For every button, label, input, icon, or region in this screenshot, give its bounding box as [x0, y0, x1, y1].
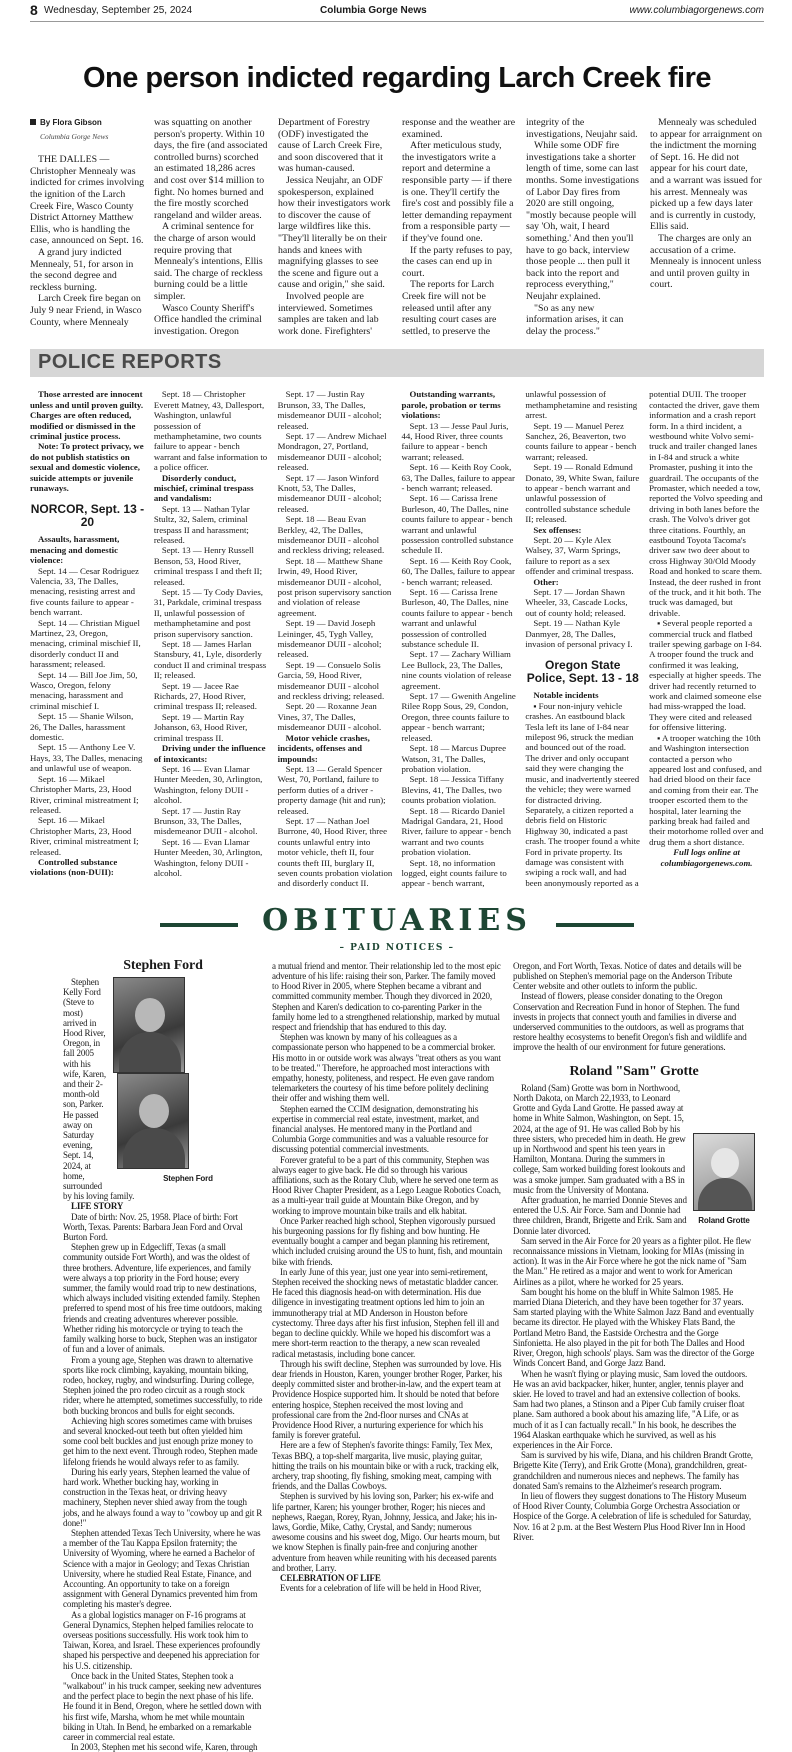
- paragraph: Sept. 17 — Gwenith Angeline Rilee Ropp Sous, 29, Condon, Oregon, three counts failure to appear - bench warrant; released.: [401, 691, 516, 743]
- photo-caption: Roland Grotte: [698, 1215, 750, 1225]
- paragraph: Wasco County Sheriff's Office handled the criminal investigation. Oregon Department of Forestry (ODF) investigated the cause of Larch Creek Fire, and soon discovered that it was human-caused.: [154, 117, 384, 337]
- paragraph: Involved people are interviewed. Sometimes samples are taken and lab work done. Firefighters' response and the weather are examined.: [278, 117, 516, 337]
- paragraph: Oregon, and Fort Worth, Texas. Notice of dates and details will be published on Stephen's memorial page on the Anderson Tribute Center website and other outlets to inform the public.: [513, 960, 742, 992]
- paragraph: Forever grateful to be a part of this community, Stephen was always eager to give back. He did so through his various affiliations, such as the Rotary Club, where he served one term as Hood River Chapter President, as a Lego League Robotics Coach, as a multi-year trail guide at Mountain Bike Oregon, and by working to improve mountain bike trails and elk habitat.: [272, 1154, 501, 1216]
- paragraph: Stephen is survived by his loving son, Parker; his ex-wife and life partner, Karen; his younger brother, Roger; his nieces and nephews, Raegan, Rorey, Ryan, Johnny, Jessica, and Jake; his in-laws, Gordie, Mike, Cathy, Crystal, and Sandy; numerous awesome cousins and his sweet dog, Migo. Our hearts mourn, but we know Stephen is finally pain-free and conjuring another adventure from heaven while reuniting with his deceased parents and brother, Larry.: [272, 1491, 500, 1573]
- ford-text-3: [513, 961, 755, 1053]
- byline-author: By Flora Gibson: [40, 118, 102, 127]
- subheading: Disorderly conduct, mischief, criminal trespass and vandalism:: [153, 472, 254, 504]
- page-header: [30, 4, 764, 22]
- paragraph: Sept. 18 — Marcus Dupree Watson, 31, The Dalles, probation violation.: [401, 743, 506, 774]
- byline-square-icon: [30, 119, 36, 125]
- paragraph: The reports for Larch Creek fire will not be released until after any resulting court cases are settled, to preserve the integrity of the investigations, Neujahr said.: [402, 117, 638, 337]
- subheading: Controlled substance violations (non-DUII):: [30, 856, 118, 878]
- paragraph: a mutual friend and mentor. Their relationship led to the most epic adventure of his life: raising their son, Parker. The family moved to Hood River in 2005, where Stephen became a vibrant and committed community member. Though they divorced in 2020, Stephen and Karen's dedication to co-parenting Parker in the family home led to a strengthened relationship, marked by mutual respect and friendship that has endured to this day.: [272, 960, 501, 1032]
- section-heading: NORCOR, Sept. 13 - 20: [30, 502, 145, 530]
- photo-caption: Stephen Ford: [163, 1173, 213, 1183]
- paragraph: Sam served in the Air Force for 20 years as a fighter pilot. He flew reconnaissance missions in Vietnam, looking for MIAs (missing in action). It was in the Air Force where he got the nick name of "Sam the Man." He retired as a major and went to work for American Airlines as a pilot, where he worked for 25 years.: [513, 1235, 751, 1287]
- article-paragraphs: [30, 117, 764, 337]
- paragraph: Sept. 18 — Beau Evan Berkley, 42, The Dalles, misdemeanor DUII - alcohol and reckless driving; released.: [277, 514, 385, 556]
- paragraph: Larch Creek fire began on July 9 near Friend, in Wasco County, where Mennealy was squatting on another person's property. Within 10 days, the fire (and associated controlled burns) scorched an estimated 18,286 acres and cost over $14 million to fight. No homes burned and the fire mostly scorched rangeland and wilder areas.: [30, 117, 268, 328]
- paragraph: After meticulous study, the investigators write a report and determine a responsible party — if there is one. They'll certify the fire's cost and possibly file a letter demanding repayment from a responsible party — if they've found one.: [402, 140, 514, 244]
- obituaries-body: [30, 957, 764, 1752]
- roland-grotte-photo: [693, 1133, 755, 1211]
- paragraph: "So as any new information arises, it can delay the process.": [526, 302, 624, 337]
- stephen-ford-photos: [113, 977, 263, 1184]
- obituaries-subtitle: – PAID NOTICES –: [339, 942, 455, 953]
- stephen-ford-photo-2: [117, 1073, 189, 1169]
- paragraph: Stephen attended Texas Tech University, where he was a member of the Tau Kappa Epsilon fraternity; the University of Wyoming, where he earned a Bachelor of Science with a major in Geology; and Texas Christian University, where he studied Real Estate, Finance, and Accounting. An opportunity to take on a foreign assignment with General Dynamics prevented him from completing his master's degree.: [63, 1527, 261, 1610]
- paragraph: Sept. 13 — Gerald Spencer West, 70, Portland, failure to perform duties of a driver - property damage (hit and run); released.: [277, 763, 386, 816]
- subheading: Note: To protect privacy, we do not publish statistics on sexual and domestic violence, suicide attempts or juvenile runaways.: [30, 441, 144, 493]
- police-reports-body: [30, 389, 764, 889]
- paragraph: Sept. 15 — Ty Cody Davies, 31, Parkdale, criminal trespass II, unlawful possession of methamphetamine and post prison supervisory sanction.: [153, 587, 263, 639]
- paragraph: THE DALLES — Christopher Mennealy was indicted for crimes involving the ignition of the Larch Creek Fire, Wasco County District Attorney Matthew Ellis, who is handling the case, announced on Sept. 16.: [30, 154, 144, 247]
- paragraph: While some ODF fire investigations take a shorter length of time, some can last months. Some investigations of Labor Day fires from 2020 are still ongoing, "mostly because people will say 'Oh, wait, I heard something.' And then you'll have to go back, interview those people ... then pull it back into the report and reprocess everything," Neujahr explained.: [526, 140, 639, 302]
- subheading: Motor vehicle crashes, incidents, offenses and impounds:: [277, 732, 370, 764]
- paragraph: Once Parker reached high school, Stephen vigorously pursued his burgeoning passions for fly fishing and bow hunting. He eventually bought a camper and began planning his retirement, which included cruising around the US to hunt, fish, and mountain bike with friends.: [272, 1215, 503, 1267]
- paragraph: Sept. 16 — Mikael Christopher Marts, 23, Hood River, criminal mistreatment I; released.: [30, 773, 139, 815]
- section-heading: Oregon State Police, Sept. 13 - 18: [526, 658, 639, 686]
- paragraph: In lieu of flowers they suggest donations to The History Museum of Hood River County, Columbia Gorge Orchestra Association or Hospice of the Gorge. A celebration of life is scheduled for Saturday, Nov. 16 at 2 p.m. at the Best Western Plus Hood River Inn in Hood River.: [513, 1490, 751, 1542]
- obituary-name-roland-grotte: Roland "Sam" Grotte: [569, 1063, 699, 1079]
- paragraph: Sept. 17 — Jordan Shawn Wheeler, 33, Cascade Locks, out of county hold; released.: [525, 587, 628, 618]
- paragraph: During his early years, Stephen learned the value of hard work. Whether bucking hay, working in construction in the Texas heat, or driving heavy machinery, Stephen never shied away from the tough jobs, and he always found a way to "cowboy up and git R done!": [63, 1466, 263, 1528]
- paragraph: ▪ A trooper watching the 10th and Washington intersection contacted a person who appeared lost and confused, and had dried blood on their face and coming from their ear. The trooper escorted them to the hospital, later learning the parking break had failed and their motorhome rolled over and drug them a short distance.: [649, 732, 764, 847]
- paragraph: Sept. 19 — David Joseph Leininger, 45, Tygh Valley, misdemeanor DUII - alcohol; released.: [277, 618, 382, 660]
- paragraph: Mennealy was scheduled to appear for arraignment on the indictment the morning of Sept. 16. He did not appear for his court date, and a warrant was issued for his arrest. Mennealy was picked up a few days later and is currently in custody, Ellis said.: [650, 117, 763, 233]
- paragraph: Sept. 17 — Andrew Michael Mondragon, 27, Portland, misdemeanor DUII - alcohol; released.: [277, 430, 387, 473]
- paragraph: Sept. 17 — Jason Winford Knott, 53, The Dalles, misdemeanor DUII - alcohol; released.: [277, 472, 382, 514]
- paragraph: In early June of this year, just one year into semi-retirement, Stephen received the shocking news of metastatic bladder cancer. He faced this diagnosis head-on with determination. His due diligence in investigating treatment options led him to join an immunotherapy trial at MD Anderson in Houston before cystectomy. Three days after his first infusion, Stephen fell ill and began to decline quickly. While we hoped his discomfort was a mere short-term reaction to the therapy, a new scan revealed radical metastasis, including bone cancer.: [272, 1266, 499, 1359]
- paragraph: Stephen Kelly Ford (Steve to most) arrived in Hood River, Oregon, in fall 2005 with his wife, Karen, and their 2-month-old son, Parker. He passed away on Saturday evening, Sept. 14, 2024, at home, surrounded by his loving family.: [63, 976, 135, 1202]
- paragraph: Here are a few of Stephen's favorite things: Family, Tex Mex, Texas BBQ, a top-shelf margarita, live music, playing guitar, hitting the trails on his mountain bike or with a ruck, tracking elk, archery, trap shooting, fly fishing, smoking meat, camping with friends, and the Dallas Cowboys.: [272, 1440, 499, 1492]
- paragraph: Sept. 13 — Nathan Tylar Stultz, 32, Salem, criminal trespass II and harassment; released.: [153, 503, 250, 545]
- paragraph: Sept. 19 — Ronald Edmund Donato, 39, White Swan, failure to appear - bench warrant and unlawful possession of controlled substance schedule II; released.: [525, 462, 640, 525]
- paragraph: Sept. 16 — Carissa Irene Burleson, 40, The Dalles, nine counts failure to appear - bench warrant and unlawful possession controlled substance schedule II.: [401, 493, 514, 556]
- rule-right: [556, 923, 634, 927]
- paragraph: Sept. 15 — Shanie Wilson, 26, The Dalles, harassment domestic.: [30, 711, 134, 743]
- paragraph: Sept. 16 — Evan Llamar Hunter Meeden, 30, Arlington, Washington, felony DUII - alcohol.: [153, 836, 263, 878]
- subheading: Sex offenses:: [533, 524, 582, 535]
- paragraph: Sept. 18 — James Harlan Stansbury, 41, Lyle, disorderly conduct II and criminal trespass II; released.: [153, 639, 267, 681]
- paragraph: Sept. 14 — Bill Joe Jim, 50, Wasco, Oregon, felony menacing, harassment and criminal mischief I.: [30, 669, 138, 711]
- paragraph: The charges are only an accusation of a crime. Mennealy is innocent unless and until proven guilty in court.: [650, 232, 762, 291]
- obituary-name-stephen-ford: Stephen Ford: [123, 957, 203, 973]
- byline-organization: Columbia Gorge News: [40, 131, 109, 141]
- police-reports-title: POLICE REPORTS: [38, 351, 222, 374]
- stephen-ford-photo-1: [113, 977, 185, 1073]
- paragraph: Roland (Sam) Grotte was born in Northwood, North Dakota, on March 22,1933, to Leonard Grotte and Gyda Land Grotte. He passed away at home in White Salmon, Washington, on Sept. 15, 2024, at the age of 91. He was called Bob by his three sisters, who preceded him in death. He grew up in Northwood and spent his teen years in Hamilton, Montana. During the summers in college, Sam worked building forest lookouts and was a smoke jumper. Sam graduated with a BS in music from the University of Montana.: [513, 1082, 686, 1195]
- issue-date: Wednesday, September 25, 2024: [44, 5, 193, 16]
- subheading: Assaults, harassment, menacing and domestic violence:: [30, 534, 120, 566]
- paragraph: Sept. 13 — Henry Russell Benson, 53, Hood River, criminal trespass I and theft II; released.: [153, 545, 263, 587]
- paragraph: As a global logistics manager on F-16 programs at General Dynamics, Stephen helped families relocate to overseas positions successfully. His work took him to Taiwan, Korea, and Israel. These experiences profoundly shaped his perspective and deepened his appreciation for his U.S. citizenship.: [63, 1609, 261, 1671]
- paragraph: Sept. 18, no information logged, eight counts failure to appear - bench warrant, unlawful possession of methamphetamine and resisting arrest.: [401, 389, 638, 889]
- paragraph: Date of birth: Nov. 25, 1958. Place of birth: Fort Worth, Texas. Parents: Barbara Jean Ford and Orval Burton Ford.: [63, 1211, 243, 1243]
- paragraph: Sept. 18 — Ricardo Daniel Madrigal Gandara, 21, Hood River, failure to appear - bench warrant and two counts probation violation.: [401, 805, 512, 858]
- paragraph: Once back in the United States, Stephen took a "walkabout" in his truck camper, seeking new adventures and the perfect place to begin the next phase of his life. He found it in Bend, Oregon, where he settled down with his first wife, Marsha, whom he met while mountain biking in Utah. In Bend, he embarked on a remarkable career in commercial real estate.: [63, 1670, 262, 1743]
- subheading: Those arrested are innocent unless and until proven guilty. Charges are often reduced, modified or dismissed in the criminal justice process.: [30, 389, 144, 441]
- footer-note: Full logs online at columbiagorgenews.com.: [660, 847, 753, 868]
- paragraph: ▪ Four non-injury vehicle crashes. An eastbound black Tesla left its lane of I-84 near milepost 96, struck the median and bounced out of the road. The driver and only occupant said they were changing the music, and inadvertently steered the vehicle; they were warned for distracted driving. Separately, a citizen reported a debris field on Historic Highway 30, indicated a past crash. The trooper found a white Ford in private property. Its damage was consistent with swiping a rock wall, and had been anonymously reported as a potential DUII. The trooper contacted the driver, gave them information and a crash report form. In a third incident, a westbound white Volvo semi-truck and trailer changed lanes in I-84 and struck a white Promaster, pushing it into the guardrail. The occupants of the Promaster, which needed a tow, reported the Volvo speeding and driving in both lanes before the crash. The Volvo's driver got three citations. Fourthly, an eastbound Toyota Tacoma's driver saw two deer about to cross Highway 30/Old Moody Road and honked to scare them. Instead, the deer rushed in front of the truck, and it hit both. The truck was damaged, but drivable.: [525, 389, 763, 888]
- paragraph: Sept. 20 — Kyle Alex Walsey, 37, Warm Springs, failure to report as a sex offender and criminal trespass.: [525, 534, 634, 577]
- paragraph: Sept. 16 — Evan Llamar Hunter Meeden, 30, Arlington, Washington, felony DUII - alcohol.: [153, 763, 263, 806]
- paragraph: Sept. 19 — Martin Ray Johanson, 63, Hood River, criminal trespass II.: [153, 711, 248, 743]
- paragraph: Sept. 19 — Jacee Rae Richards, 27, Hood River, criminal trespass II; released.: [153, 680, 257, 712]
- paragraph: Sept. 17 — Justin Ray Brunson, 33, The Dalles, misdemeanor DUII - alcohol.: [153, 805, 258, 837]
- paragraph: Sept. 18 — Matthew Shane Irwin, 49, Hood River, misdemeanor DUII - alcohol, post prison supervisory sanction and violation of release agreement.: [277, 555, 392, 618]
- paragraph: Sept. 16 — Carissa Irene Burleson, 40, The Dalles, nine counts failure to appear - bench warrant and unlawful possession of controlled substance schedule II.: [401, 587, 513, 650]
- obituaries-title: OBITUARIES: [262, 902, 532, 938]
- paragraph: When he wasn't flying or playing music, Sam loved the outdoors. He was an avid backpacker, hiker, hunter, angler, tennis player and skier. He loved to travel and had an extensive collection of books. Sam had two planes, a Stinson and a Piper Cub family cruiser float plane. Sam authored a book about his amazing life, "A Life, or as much of it as I can factually recall." In his book, he describes the 1964 Alaskan earthquake which he survived, as well as his experiences in the Air Force.: [513, 1368, 748, 1450]
- paragraph: ▪ Several people reported a commercial truck and flatbed trailer spewing garbage on I-84. A trooper found the truck and confirmed it was leaking, especially at higher speeds. The driver had recently returned to work and claimed someone else had miss-wrapped the load. They were cited and released for offensive littering.: [649, 618, 762, 733]
- paragraph: Sept. 16 — Keith Roy Cook, 60, The Dalles, failure to appear - bench warrant; released.: [401, 555, 515, 587]
- paragraph: Sam bought his home on the bluff in White Salmon 1985. He married Diana Dieterich, and they have been together for 37 years. Sam started playing with the White Salmon Jazz Band and eventually became its director. He played with the Whiskey Flats Band, the Portland Metro Band, the Eastside Orchestra and the Gorge Sinfonietta. He also played in the pit for both The Dalles and Hood River, Oregon, high schools' plays. Sam was the director of the Gorge Winds Concert Band, and Gorge Jazz Band.: [513, 1286, 755, 1369]
- paragraph: Sept. 17 — Justin Ray Brunson, 33, The Dalles, misdemeanor DUII - alcohol; released.: [277, 389, 382, 431]
- paragraph: Stephen earned the CCIM designation, demonstrating his expertise in commercial real estate, investment, market, and financial analyses. He mentored many in the Portland and Columbia Gorge communities and was a valuable resource for discussing potential commercial investments.: [272, 1103, 489, 1155]
- paragraph: Sept. 17 — Zachary William Lee Bullock, 23, The Dalles, nine counts violation of release agreement.: [401, 649, 512, 691]
- paragraph: Instead of flowers, please consider donating to the Oregon Conservation and Recreation Fund in honor of Stephen. The fund invests in projects that connect youth and families in diverse and underserved communities to the outdoors, as well as programs that restore healthy ecosystems to benefit Oregon's fish and wildlife and improve the health of our environment for future generations.: [513, 991, 747, 1053]
- rule-left: [160, 923, 238, 927]
- paragraph: Sept. 18 — Christopher Everett Matney, 43, Dallesport, Washington, unlawful possession of methamphetamine, two counts failure to appear - bench warrant and false information to a police officer.: [153, 389, 268, 473]
- subheading: CELEBRATION OF LIFE: [280, 1572, 381, 1583]
- paragraph: Sept. 14 — Christian Miguel Martinez, 23, Oregon, menacing, criminal mischief II, disorderly conduct II and harassment; released.: [30, 617, 141, 670]
- byline: [30, 117, 144, 129]
- paragraph: Sept. 14 — Cesar Rodriguez Valencia, 33, The Dalles, menacing, resisting arrest and five counts failure to appear - bench warrant.: [30, 565, 139, 618]
- paragraph: A criminal sentence for the charge of arson would require proving that Mennealy's intentions, Ellis said. The charge of reckless burning could be a little simpler.: [154, 221, 263, 302]
- paragraph: If the party refuses to pay, the cases can end up in court.: [402, 244, 513, 279]
- police-reports-banner: [30, 349, 764, 377]
- subheading: LIFE STORY: [71, 1201, 124, 1212]
- page-number: 8: [30, 2, 38, 18]
- obituary-column-3: [513, 961, 755, 1752]
- roland-grotte-photo-block: [693, 1133, 755, 1226]
- paragraph: Sept. 19 — Manuel Perez Sanchez, 26, Beaverton, two counts failure to appear - bench warrant; released.: [525, 420, 637, 462]
- publication-name: Columbia Gorge News: [320, 5, 427, 16]
- paragraph: In 2003, Stephen met his second wife, Karen, through: [71, 1742, 258, 1752]
- subheading: Other:: [533, 576, 559, 587]
- paragraph: Stephen grew up in Edgecliff, Texas (a small community outside Fort Worth), and was the oldest of three brothers. Adventure, life experiences, and family were always a top priority in the Ford house; every summer, the family would road trip to new destinations, which always included visiting extended family. Stephen preferred to spend most of his free time outdoors, making friends and creating adventures wherever possible. Whether riding his motorcycle or trying to teach the family walking horse to buck, Stephen was an instigator of fun and a lover of animals.: [63, 1242, 262, 1355]
- subheading: Outstanding warrants, parole, probation or terms violations:: [401, 389, 501, 421]
- paragraph: Stephen was known by many of his colleagues as a compassionate person who happened to be a commercial broker. His motto in or outside work was always "treat others as you want to be treated." Therefore, he approached most interactions with empathy, honesty, politeness, and respect. He even gave random telemarketers the courtesy of his time before politely declining their offer and wishing them well.: [272, 1032, 501, 1104]
- headline: One person indicted regarding Larch Creek fire: [82, 62, 712, 94]
- subheading: Notable incidents: [533, 690, 599, 701]
- obituary-ford-column-2: [272, 961, 504, 1752]
- paragraph: Sept. 16 — Keith Roy Cook, 63, The Dalles, failure to appear - bench warrant; released.: [401, 462, 515, 493]
- paragraph: Jessica Neujahr, an ODF spokesperson, explained how their investigators work to discover the cause of large wildfires like this. "They'll literally be on their hands and knees with magnifying glasses to see the scene and figure out a cause and origin," she said.: [278, 174, 391, 291]
- publication-url: www.columbiagorgenews.com: [629, 5, 764, 16]
- obituaries-header: [30, 903, 764, 961]
- paragraph: Sept. 18 — Jessica Tiffany Blevins, 41, The Dalles, two counts probation violation.: [401, 774, 504, 806]
- paragraph: Through his swift decline, Stephen was surrounded by love. His dear friends in Houston, Karen, younger brother Roger, Parker, his deeply committed sister and brother-in-law, and the expert team at Providence Hospice supported him. It should be noted that before entering hospice, Stephen received the most loving and professional care from the 2nd-floor nurses and CNAs at Providence Hood River, a nurturing experience for which his family is forever grateful.: [272, 1358, 503, 1441]
- paragraph: Sept. 13 — Jesse Paul Juris, 44, Hood River, three counts failure to appear - bench warrant; released.: [401, 420, 509, 462]
- paragraph: Sept. 17 — Nathan Joel Burrone, 40, Hood River, three counts unlawful entry into motor vehicle, theft II, four counts theft III, burglary II, seven counts probation violation and disorderly conduct II.: [277, 815, 393, 889]
- paragraph: Sept. 15 — Anthony Lee V. Hays, 33, The Dalles, menacing and unlawful use of weapon.: [30, 742, 143, 774]
- paragraph: Sept. 16 — Mikael Christopher Marts, 23, Hood River, criminal mistreatment I; released.: [30, 815, 139, 857]
- paragraph: From a young age, Stephen was drawn to alternative sports like rock climbing, kayaking, mountain biking, rodeo, hockey, rugby, and windsurfing. During college, Stephen joined the pro rodeo circuit as a rough stock rider, where he attempted, sometimes successfully, to ride both bucking broncos and bulls for eight seconds.: [63, 1354, 263, 1416]
- obituary-ford-column-1: [63, 957, 263, 1752]
- paragraph: Sam is survived by his wife, Diana, and his children Brandt Grotte, Brigette Kite (Terry), and Erik Grotte (Mona), grandchildren, great-grandchildren and numerous nieces and nephews. The family has donated Sam's remains to the Alzheimer's research program.: [513, 1450, 753, 1491]
- article-body: [30, 117, 764, 337]
- subheading: Driving under the influence of intoxicants:: [153, 743, 266, 764]
- paragraph: Events for a celebration of life will be held in Hood River,: [280, 1583, 482, 1594]
- paragraph: Sept. 19 — Nathan Kyle Danmyer, 28, The Dalles, invasion of personal privacy I.: [525, 618, 633, 650]
- paragraph: Achieving high scores sometimes came with bruises and several knocked-out teeth but often yielded him some cool belt buckles and just enough prize money to get him to the next event. Through rodeo, Stephen made lifelong friends he would always refer to as family.: [63, 1415, 258, 1467]
- paragraph: Sept. 19 — Consuelo Solis Garcia, 59, Hood River, misdemeanor DUII - alcohol and reckless driving; released.: [277, 659, 385, 702]
- paragraph: Sept. 20 — Roxanne Jean Vines, 37, The Dalles, misdemeanor DUII - alcohol.: [277, 701, 382, 733]
- paragraph: A grand jury indicted Mennealy, 51, for arson in the second degree and reckless burning.: [30, 246, 134, 293]
- paragraph: After graduation, he married Donnie Steves and entered the U.S. Air Force. Sam and Donnie had three children, Brandt, Brigette and Erik. Sam and Donnie later divorced.: [513, 1195, 687, 1236]
